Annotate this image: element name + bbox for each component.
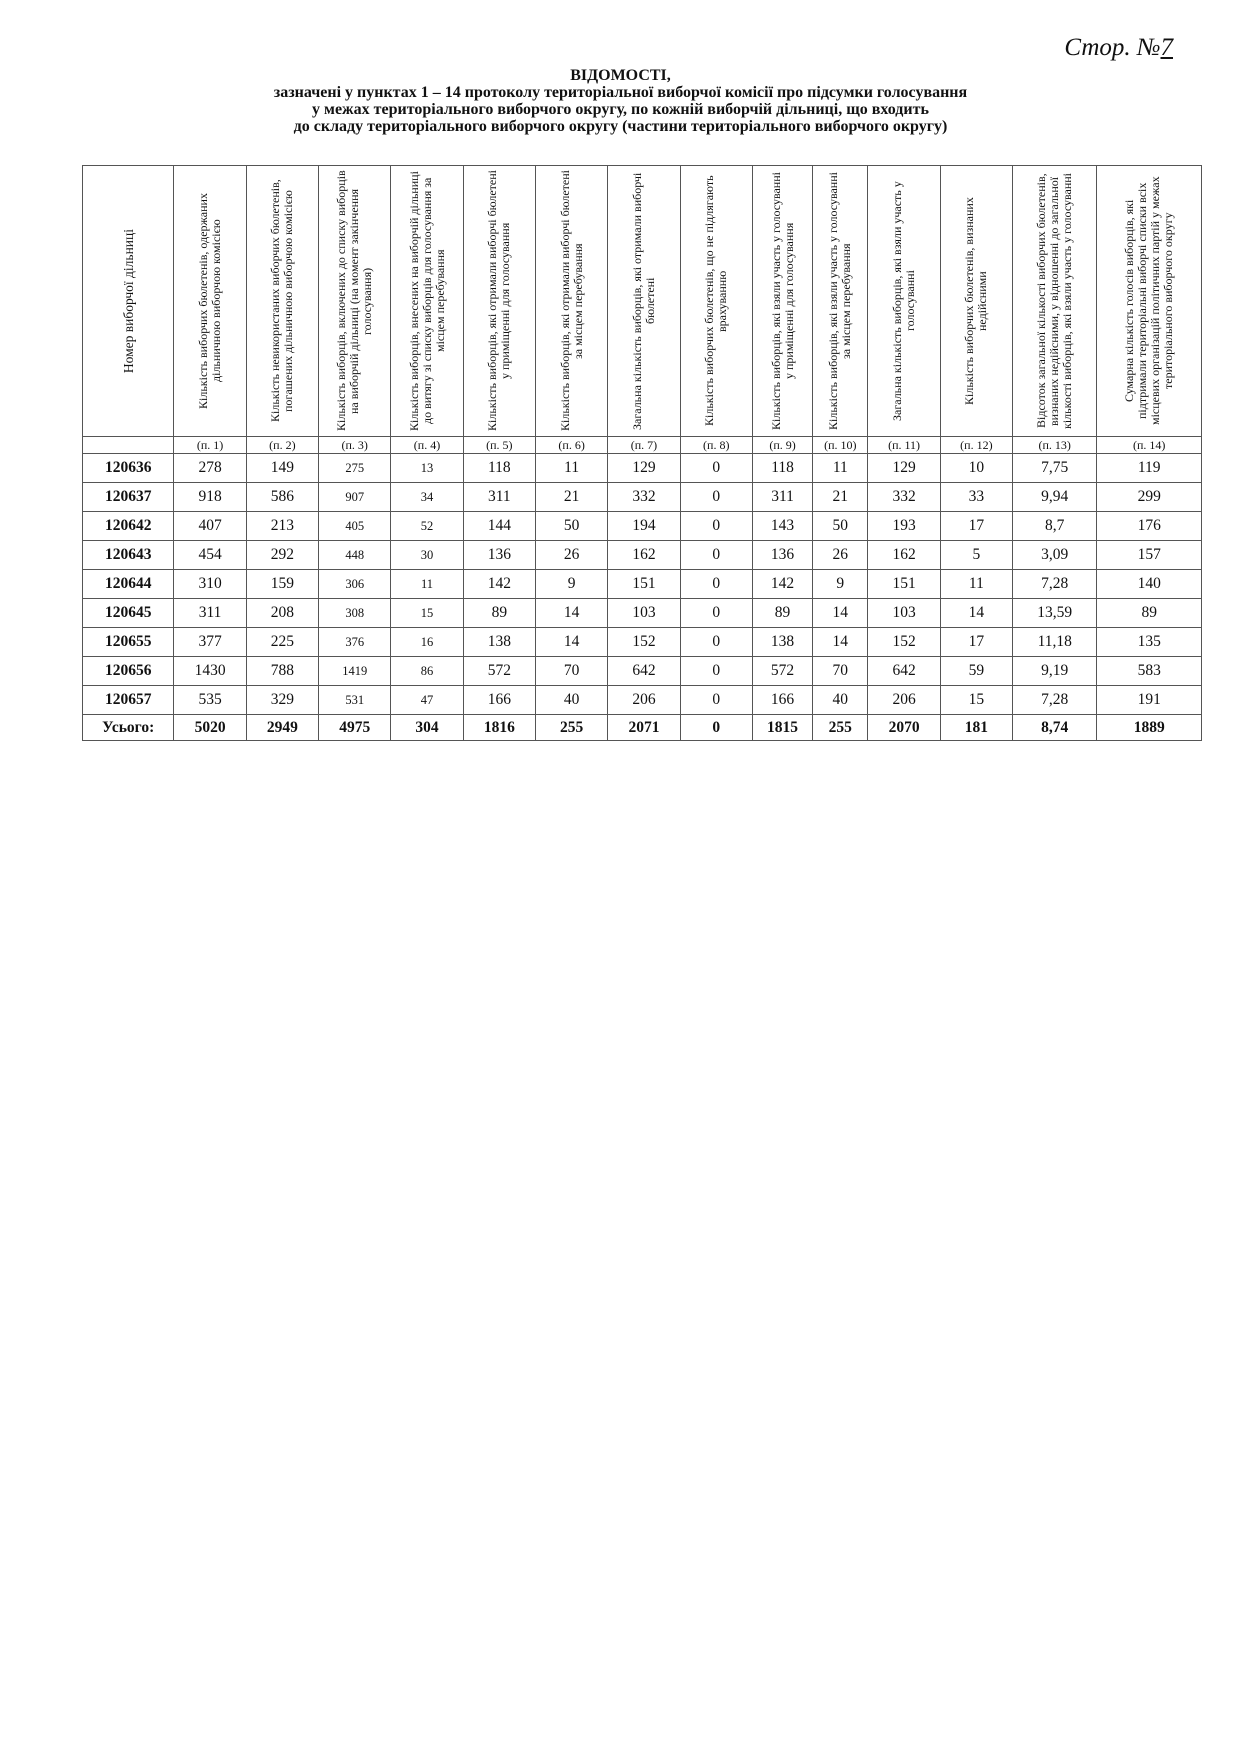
table-body <box>83 454 1202 741</box>
table-cell: 332 <box>608 483 680 512</box>
table-cell: 7,28 <box>1013 570 1097 599</box>
table-cell: 376 <box>319 628 391 657</box>
table-cell: 152 <box>608 628 680 657</box>
table-cell: 162 <box>608 541 680 570</box>
table-cell: 26 <box>813 541 868 570</box>
precinct-number: 120645 <box>83 599 174 628</box>
table-cell: 8,74 <box>1013 715 1097 741</box>
table-cell: 159 <box>246 570 318 599</box>
column-header-label: Кількість виборців, які взяли участь у голосуванні у приміщенні для голосування <box>768 172 796 430</box>
column-code-6: (п. 6) <box>535 437 607 454</box>
column-code-9: (п. 9) <box>752 437 812 454</box>
table-cell: 11,18 <box>1013 628 1097 657</box>
heading-title: ВІДОМОСТІ, <box>570 67 671 84</box>
table-cell: 332 <box>868 483 940 512</box>
table-row <box>83 570 1202 599</box>
table-cell: 47 <box>391 686 463 715</box>
precinct-number: 120655 <box>83 628 174 657</box>
table-cell: 14 <box>535 599 607 628</box>
table-cell: 138 <box>463 628 535 657</box>
results-table <box>82 165 1202 741</box>
column-header-7 <box>608 166 680 437</box>
table-cell: 103 <box>868 599 940 628</box>
table-cell: 59 <box>940 657 1012 686</box>
table-cell: 206 <box>868 686 940 715</box>
table-cell: 311 <box>463 483 535 512</box>
table-cell: 405 <box>319 512 391 541</box>
column-header-label: Кількість виборчих бюлетенів, що не підлягають врахуванню <box>702 175 730 427</box>
column-code-7: (п. 7) <box>608 437 680 454</box>
table-cell: 788 <box>246 657 318 686</box>
table-cell: 1419 <box>319 657 391 686</box>
column-header-label: Кількість виборців, які отримали виборчі бюлетені у приміщенні для голосування <box>485 170 513 432</box>
table-row <box>83 686 1202 715</box>
table-cell: 89 <box>463 599 535 628</box>
table-cell: 225 <box>246 628 318 657</box>
table-cell: 0 <box>680 628 752 657</box>
column-code-5: (п. 5) <box>463 437 535 454</box>
table-cell: 136 <box>463 541 535 570</box>
table-cell: 191 <box>1097 686 1202 715</box>
column-header-8 <box>680 166 752 437</box>
column-header-label: Відсоток загальної кількості виборчих бюлетенів, визнаних недійсними, у відношенні до загальної кількості виборців, які взяли участь у голосуванні <box>1034 172 1075 430</box>
column-header-label: Кількість виборців, які взяли участь у голосуванні за місцем перебування <box>826 172 854 430</box>
column-code-12: (п. 12) <box>940 437 1012 454</box>
column-codes-row <box>83 437 1202 454</box>
table-cell: 13 <box>391 454 463 483</box>
column-code-8: (п. 8) <box>680 437 752 454</box>
precinct-number: 120656 <box>83 657 174 686</box>
table-cell: 3,09 <box>1013 541 1097 570</box>
column-header-label: Кількість виборців, включених до списку виборців на виборчій дільниці (на момент закінчення голосування) <box>334 170 375 432</box>
column-code-11: (п. 11) <box>868 437 940 454</box>
table-cell: 311 <box>174 599 246 628</box>
table-cell: 142 <box>463 570 535 599</box>
table-cell: 129 <box>608 454 680 483</box>
table-cell: 118 <box>463 454 535 483</box>
table-cell: 14 <box>940 599 1012 628</box>
table-cell: 166 <box>463 686 535 715</box>
table-cell: 89 <box>1097 599 1202 628</box>
page-number <box>1064 34 1173 62</box>
table-cell: 4975 <box>319 715 391 741</box>
table-cell: 642 <box>608 657 680 686</box>
table-cell: 103 <box>608 599 680 628</box>
table-cell: 255 <box>535 715 607 741</box>
table-cell: 157 <box>1097 541 1202 570</box>
column-header-2 <box>246 166 318 437</box>
table-cell: 7,28 <box>1013 686 1097 715</box>
table-cell: 310 <box>174 570 246 599</box>
table-cell: 21 <box>535 483 607 512</box>
column-titles-row <box>83 166 1202 437</box>
table-cell: 30 <box>391 541 463 570</box>
table-cell: 181 <box>940 715 1012 741</box>
column-header-label: Кількість невикористаних виборчих бюлетенів, погашених дільничною виборчою комісією <box>268 179 296 423</box>
table-cell: 138 <box>752 628 812 657</box>
table-cell: 572 <box>752 657 812 686</box>
table-cell: 7,75 <box>1013 454 1097 483</box>
table-cell: 17 <box>940 628 1012 657</box>
table-cell: 70 <box>813 657 868 686</box>
table-cell: 1816 <box>463 715 535 741</box>
table-cell: 306 <box>319 570 391 599</box>
table-cell: 11 <box>813 454 868 483</box>
column-code-13: (п. 13) <box>1013 437 1097 454</box>
table-cell: 311 <box>752 483 812 512</box>
table-cell: 0 <box>680 657 752 686</box>
table-cell: 407 <box>174 512 246 541</box>
table-cell: 5020 <box>174 715 246 741</box>
table-cell: 1815 <box>752 715 812 741</box>
table-cell: 11 <box>535 454 607 483</box>
table-cell: 0 <box>680 454 752 483</box>
table-cell: 17 <box>940 512 1012 541</box>
table-cell: 119 <box>1097 454 1202 483</box>
table-cell: 143 <box>752 512 812 541</box>
table-row <box>83 599 1202 628</box>
precinct-number: 120657 <box>83 686 174 715</box>
column-header-10 <box>813 166 868 437</box>
precinct-number: 120637 <box>83 483 174 512</box>
table-cell: 15 <box>940 686 1012 715</box>
table-cell: 136 <box>752 541 812 570</box>
table-cell: 292 <box>246 541 318 570</box>
table-cell: 142 <box>752 570 812 599</box>
table-cell: 2070 <box>868 715 940 741</box>
table-cell: 918 <box>174 483 246 512</box>
table-cell: 162 <box>868 541 940 570</box>
table-cell: 572 <box>463 657 535 686</box>
table-cell: 129 <box>868 454 940 483</box>
table-cell: 14 <box>813 599 868 628</box>
table-cell: 299 <box>1097 483 1202 512</box>
document-heading <box>0 67 1241 135</box>
table-cell: 50 <box>535 512 607 541</box>
column-header-11 <box>868 166 940 437</box>
table-row <box>83 512 1202 541</box>
table-cell: 535 <box>174 686 246 715</box>
column-header-label: Загальна кількість виборців, які отримали виборчі бюлетені <box>629 172 657 430</box>
table-cell: 278 <box>174 454 246 483</box>
table-cell: 0 <box>680 715 752 741</box>
table-cell: 40 <box>813 686 868 715</box>
table-cell: 144 <box>463 512 535 541</box>
table-cell: 255 <box>813 715 868 741</box>
precinct-number: 120642 <box>83 512 174 541</box>
page-number-value: 7 <box>1160 34 1173 61</box>
column-header-label: Кількість виборчих бюлетенів, визнаних недійсними <box>962 197 990 405</box>
table-cell: 531 <box>319 686 391 715</box>
column-header-3 <box>319 166 391 437</box>
page-number-prefix: Стор. № <box>1064 34 1161 61</box>
table-cell: 34 <box>391 483 463 512</box>
precinct-number: 120644 <box>83 570 174 599</box>
total-row <box>83 715 1202 741</box>
heading-subtitle-line-3: до складу територіального виборчого округу (частини територіального виборчого округу) <box>293 118 948 135</box>
table-cell: 15 <box>391 599 463 628</box>
precinct-number: 120636 <box>83 454 174 483</box>
table-cell: 166 <box>752 686 812 715</box>
table-cell: 70 <box>535 657 607 686</box>
table-header <box>83 166 1202 454</box>
table-cell: 21 <box>813 483 868 512</box>
table-cell: 151 <box>608 570 680 599</box>
table-cell: 50 <box>813 512 868 541</box>
table-cell: 52 <box>391 512 463 541</box>
table-cell: 8,7 <box>1013 512 1097 541</box>
column-header-13 <box>1013 166 1097 437</box>
table-cell: 33 <box>940 483 1012 512</box>
table-cell: 11 <box>391 570 463 599</box>
column-code-10: (п. 10) <box>813 437 868 454</box>
table-cell: 0 <box>680 483 752 512</box>
column-header-label: Загальна кількість виборців, які взяли участь у голосуванні <box>890 181 918 421</box>
column-header-label: Кількість виборчих бюлетенів, одержаних дільничною виборчою комісією <box>196 193 224 409</box>
table-cell: 40 <box>535 686 607 715</box>
table-cell: 89 <box>752 599 812 628</box>
table-cell: 9 <box>813 570 868 599</box>
table-cell: 26 <box>535 541 607 570</box>
table-cell: 329 <box>246 686 318 715</box>
heading-subtitle-line-1: зазначені у пунктах 1 – 14 протоколу територіальної виборчої комісії про підсумки голосування <box>273 84 968 101</box>
table-cell: 583 <box>1097 657 1202 686</box>
table-cell: 448 <box>319 541 391 570</box>
column-code-2: (п. 2) <box>246 437 318 454</box>
table-cell: 176 <box>1097 512 1202 541</box>
table-cell: 642 <box>868 657 940 686</box>
table-row <box>83 657 1202 686</box>
heading-subtitle-line-2: у межах територіального виборчого округу, по кожній виборчій дільниці, що входить <box>312 101 929 118</box>
table-cell: 13,59 <box>1013 599 1097 628</box>
table-cell: 0 <box>680 570 752 599</box>
precinct-number: 120643 <box>83 541 174 570</box>
table-cell: 308 <box>319 599 391 628</box>
table-cell: 149 <box>246 454 318 483</box>
table-cell: 0 <box>680 512 752 541</box>
table-cell: 14 <box>813 628 868 657</box>
table-cell: 140 <box>1097 570 1202 599</box>
column-code-0 <box>83 437 174 454</box>
table-cell: 2949 <box>246 715 318 741</box>
table-cell: 10 <box>940 454 1012 483</box>
column-header-14 <box>1097 166 1202 437</box>
column-header-4 <box>391 166 463 437</box>
table-cell: 152 <box>868 628 940 657</box>
table-cell: 16 <box>391 628 463 657</box>
table-cell: 151 <box>868 570 940 599</box>
column-code-4: (п. 4) <box>391 437 463 454</box>
column-header-label: Сумарна кількість голосів виборців, які підтримали територіальні виборчі списки всіх місцевих організацій політичних партій у межах територіального виборчого округу <box>1122 176 1176 426</box>
table-cell: 14 <box>535 628 607 657</box>
table-cell: 1889 <box>1097 715 1202 741</box>
table-cell: 5 <box>940 541 1012 570</box>
table-cell: 0 <box>680 686 752 715</box>
table-cell: 304 <box>391 715 463 741</box>
table-cell: 194 <box>608 512 680 541</box>
table-cell: 586 <box>246 483 318 512</box>
column-header-9 <box>752 166 812 437</box>
column-header-12 <box>940 166 1012 437</box>
table-cell: 86 <box>391 657 463 686</box>
table-cell: 1430 <box>174 657 246 686</box>
table-cell: 118 <box>752 454 812 483</box>
column-header-0 <box>83 166 174 437</box>
table-cell: 206 <box>608 686 680 715</box>
table-row <box>83 483 1202 512</box>
table-cell: 0 <box>680 541 752 570</box>
table-cell: 208 <box>246 599 318 628</box>
column-code-3: (п. 3) <box>319 437 391 454</box>
table-cell: 9 <box>535 570 607 599</box>
table-row <box>83 454 1202 483</box>
column-header-1 <box>174 166 246 437</box>
table-cell: 454 <box>174 541 246 570</box>
table-cell: 193 <box>868 512 940 541</box>
column-header-label: Кількість виборців, внесених на виборчій дільниці до витягу зі списку виборців для голосування за місцем перебування <box>406 171 447 431</box>
table-cell: 377 <box>174 628 246 657</box>
column-header-5 <box>463 166 535 437</box>
table-cell: 2071 <box>608 715 680 741</box>
column-header-label: Номер виборчої дільниці <box>120 228 136 374</box>
table-cell: 9,94 <box>1013 483 1097 512</box>
column-code-14: (п. 14) <box>1097 437 1202 454</box>
table-cell: 9,19 <box>1013 657 1097 686</box>
total-label: Усього: <box>83 715 174 741</box>
table-row <box>83 541 1202 570</box>
column-code-1: (п. 1) <box>174 437 246 454</box>
table-cell: 0 <box>680 599 752 628</box>
table-cell: 275 <box>319 454 391 483</box>
column-header-label: Кількість виборців, які отримали виборчі бюлетені за місцем перебування <box>557 170 585 432</box>
table-row <box>83 628 1202 657</box>
table-cell: 135 <box>1097 628 1202 657</box>
table-cell: 213 <box>246 512 318 541</box>
column-header-6 <box>535 166 607 437</box>
table-cell: 11 <box>940 570 1012 599</box>
table-cell: 907 <box>319 483 391 512</box>
